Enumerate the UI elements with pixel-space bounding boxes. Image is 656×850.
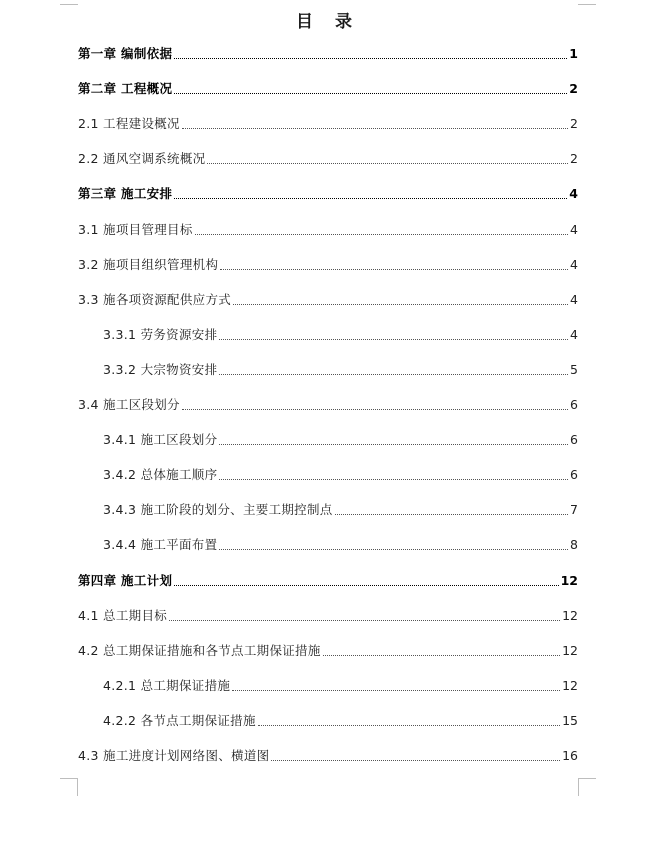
toc-entry[interactable] xyxy=(103,712,578,730)
toc-entry-page-number: 12 xyxy=(562,608,578,623)
toc-leader-dots xyxy=(182,408,568,410)
toc-leader-dots xyxy=(323,654,560,656)
toc-entry-page-number: 12 xyxy=(560,573,578,588)
toc-entry-page-number: 4 xyxy=(570,327,578,342)
toc-entry-label: 3.4.1 施工区段划分 xyxy=(103,432,218,447)
toc-entry-page-number: 1 xyxy=(569,46,578,61)
toc-entry-label: 4.2.2 各节点工期保证措施 xyxy=(103,713,256,728)
toc-entry-label: 4.3 施工进度计划网络图、横道图 xyxy=(78,748,270,763)
toc-entry[interactable] xyxy=(78,572,578,590)
toc-leader-dots xyxy=(174,197,567,199)
toc-entry[interactable] xyxy=(78,256,578,274)
toc-entry-label: 2.2 通风空调系统概况 xyxy=(78,151,206,166)
toc-entry[interactable] xyxy=(78,80,578,98)
toc-entry-page-number: 16 xyxy=(562,748,578,763)
toc-entry[interactable] xyxy=(103,431,578,449)
toc-entry-label: 第一章 编制依据 xyxy=(78,46,173,61)
toc-leader-dots xyxy=(219,373,568,375)
toc-entry-label: 3.4 施工区段划分 xyxy=(78,397,180,412)
toc-leader-dots xyxy=(169,619,560,621)
toc-entry-label: 第二章 工程概况 xyxy=(78,81,173,96)
toc-entry-page-number: 8 xyxy=(570,537,578,552)
toc-entry-label: 4.1 总工期目标 xyxy=(78,608,168,623)
toc-entry[interactable] xyxy=(78,607,578,625)
toc-title: 目 录 xyxy=(296,12,360,32)
toc-entry-page-number: 4 xyxy=(570,222,578,237)
toc-entry-page-number: 7 xyxy=(570,502,578,517)
toc-entry[interactable] xyxy=(103,326,578,344)
toc-leader-dots xyxy=(232,689,560,691)
toc-leader-dots xyxy=(174,92,567,94)
margin-corner-mark xyxy=(77,778,79,796)
toc-entry[interactable] xyxy=(78,291,578,309)
toc-leader-dots xyxy=(271,759,560,761)
margin-corner-mark xyxy=(60,778,78,797)
toc-entry-page-number: 6 xyxy=(570,467,578,482)
toc-leader-dots xyxy=(182,127,568,129)
toc-entry[interactable] xyxy=(78,115,578,133)
toc-entry-label: 3.4.4 施工平面布置 xyxy=(103,537,218,552)
toc-entry[interactable] xyxy=(78,396,578,414)
toc-entry-page-number: 2 xyxy=(570,151,578,166)
toc-entry[interactable] xyxy=(103,466,578,484)
toc-entry[interactable] xyxy=(78,747,578,765)
toc-entry-label: 3.1 施项目管理目标 xyxy=(78,222,193,237)
margin-corner-mark xyxy=(578,778,580,796)
toc-leader-dots xyxy=(220,268,568,270)
toc-entry-page-number: 12 xyxy=(562,643,578,658)
toc-leader-dots xyxy=(207,162,568,164)
toc-entry[interactable] xyxy=(78,150,578,168)
toc-entry-label: 3.2 施项目组织管理机构 xyxy=(78,257,219,272)
toc-entry-page-number: 6 xyxy=(570,397,578,412)
toc-entry[interactable] xyxy=(103,501,578,519)
toc-entry[interactable] xyxy=(78,45,578,63)
toc-entry-page-number: 4 xyxy=(570,292,578,307)
toc-entry-page-number: 4 xyxy=(570,257,578,272)
toc-entry[interactable] xyxy=(78,642,578,660)
toc-entry-label: 3.3 施各项资源配供应方式 xyxy=(78,292,232,307)
toc-entry[interactable] xyxy=(78,185,578,203)
toc-entry-page-number: 4 xyxy=(569,186,578,201)
toc-leader-dots xyxy=(219,478,568,480)
toc-entry[interactable] xyxy=(103,536,578,554)
toc-entry[interactable] xyxy=(78,221,578,239)
toc-entry-page-number: 12 xyxy=(562,678,578,693)
toc-leader-dots xyxy=(233,303,568,305)
toc-entry-label: 3.3.2 大宗物资安排 xyxy=(103,362,218,377)
toc-entry-label: 4.2 总工期保证措施和各节点工期保证措施 xyxy=(78,643,321,658)
margin-corner-mark xyxy=(60,0,78,5)
margin-corner-mark xyxy=(578,778,596,797)
toc-entry[interactable] xyxy=(103,361,578,379)
toc-entry-label: 3.4.2 总体施工顺序 xyxy=(103,467,218,482)
toc-leader-dots xyxy=(258,724,560,726)
toc-entry[interactable] xyxy=(103,677,578,695)
toc-entry-page-number: 2 xyxy=(570,116,578,131)
margin-corner-mark xyxy=(578,0,596,5)
toc-entry-label: 2.1 工程建设概况 xyxy=(78,116,180,131)
toc-leader-dots xyxy=(335,513,568,515)
toc-leader-dots xyxy=(219,338,568,340)
toc-leader-dots xyxy=(195,233,568,235)
toc-entry-label: 3.4.3 施工阶段的划分、主要工期控制点 xyxy=(103,502,333,517)
toc-leader-dots xyxy=(219,548,568,550)
toc-entry-label: 第四章 施工计划 xyxy=(78,573,173,588)
toc-entry-label: 3.3.1 劳务资源安排 xyxy=(103,327,218,342)
toc-entry-label: 第三章 施工安排 xyxy=(78,186,173,201)
toc-leader-dots xyxy=(219,443,568,445)
toc-leader-dots xyxy=(174,57,567,59)
toc-entry-page-number: 2 xyxy=(569,81,578,96)
toc-entry-label: 4.2.1 总工期保证措施 xyxy=(103,678,231,693)
toc-entry-page-number: 5 xyxy=(570,362,578,377)
toc-leader-dots xyxy=(174,584,558,586)
toc-entry-page-number: 6 xyxy=(570,432,578,447)
toc-entry-page-number: 15 xyxy=(562,713,578,728)
